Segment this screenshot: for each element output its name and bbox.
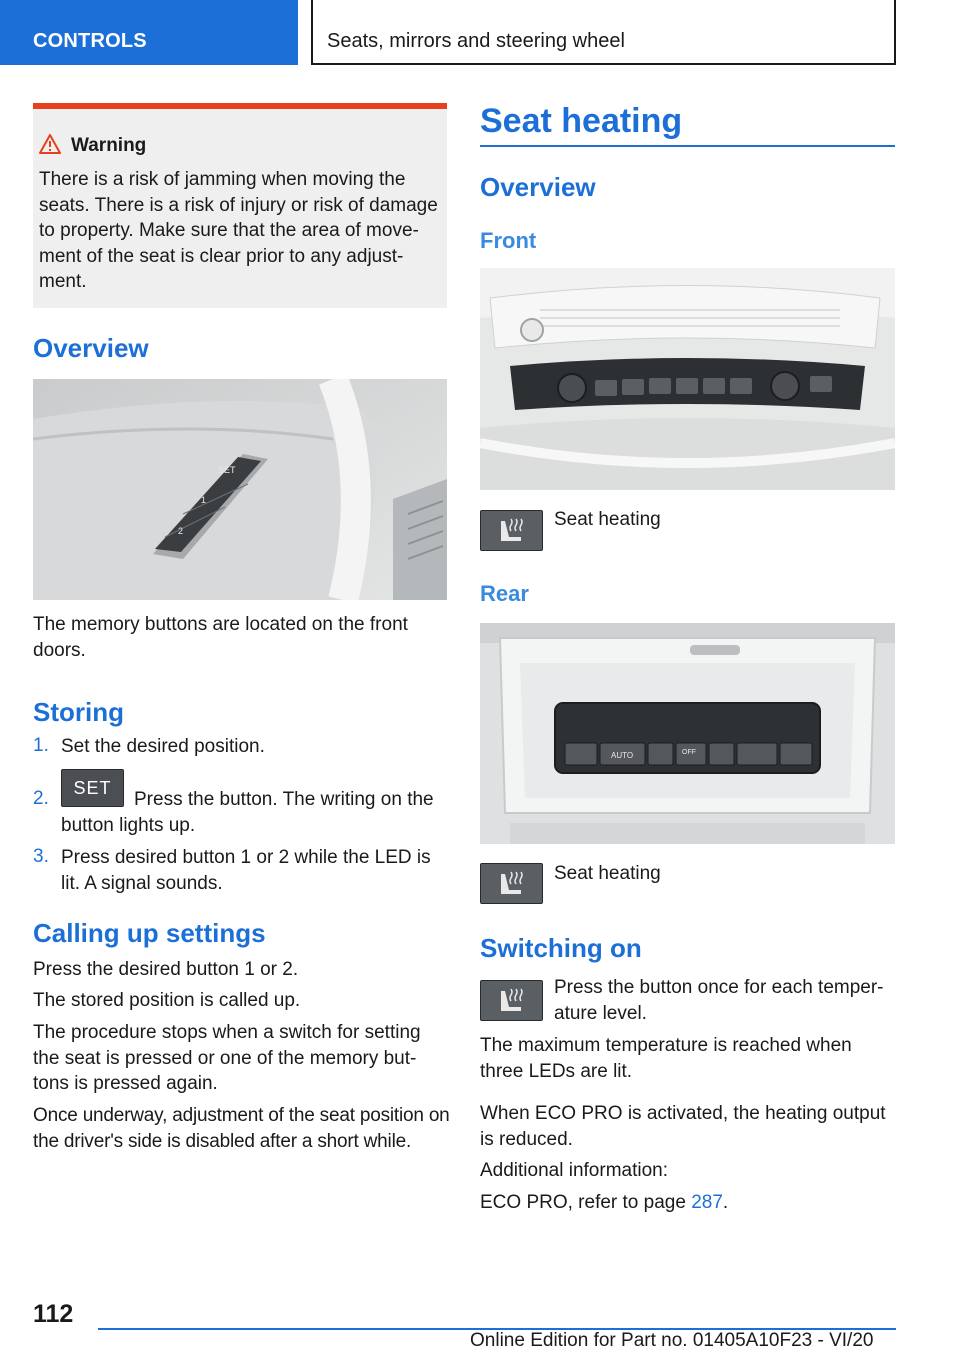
switching-heading: Switching on: [480, 933, 642, 963]
eco-text: When ECO PRO is activated, the heating output is reduced.: [480, 1103, 886, 1150]
warning-box: [33, 103, 447, 308]
page-number: 112: [33, 1300, 74, 1328]
door-button-1-label: 1: [201, 495, 207, 505]
warning-triangle-icon: [39, 134, 61, 154]
seat-heating-button-icon-front: [480, 510, 543, 551]
overview-heading-right: Overview: [480, 172, 596, 202]
title-rule: [480, 145, 895, 147]
calling-paragraph-3: The procedure stops when a switch for setting the seat is pressed or one of the memory but-tons is pressed again.: [33, 1022, 421, 1094]
step-2-number: 2.: [33, 788, 49, 809]
front-caption: Seat heating: [554, 509, 661, 530]
edition-footer: Online Edition for Part no. 01405A10F23 - VI/20: [470, 1330, 874, 1351]
door-button-set-label: SET: [218, 465, 236, 475]
section-tab: [0, 0, 298, 65]
chapter-header: [311, 0, 896, 65]
additional-info: Additional information:: [480, 1160, 668, 1181]
step-1-number: 1.: [33, 735, 49, 756]
seat-heating-title: Seat heating: [480, 102, 683, 140]
switching-text: Press the button once for each temper-ature level.: [554, 977, 884, 1024]
section-label: CONTROLS: [33, 30, 147, 52]
seat-heating-button-icon-switch: [480, 980, 543, 1021]
max-temp-text: The maximum temperature is reached when three LEDs are lit.: [480, 1035, 852, 1082]
calling-paragraph-4: Once underway, adjustment of the seat position on the driver's side is disabled after a short while.: [33, 1105, 450, 1152]
eco-reference-prefix: ECO PRO, refer to page: [480, 1192, 686, 1213]
rear-heading: Rear: [480, 581, 529, 606]
door-button-2-label: 2: [178, 526, 184, 536]
chapter-title: Seats, mirrors and steering wheel: [327, 30, 625, 52]
calling-paragraph-2: The stored position is called up.: [33, 990, 301, 1011]
set-button-icon: SET: [61, 769, 124, 807]
step-3-number: 3.: [33, 846, 49, 867]
front-console-image: [480, 268, 895, 490]
rear-panel-auto-label: AUTO: [611, 751, 634, 760]
step-2-text: Press the button. The writing on the button lights up.: [61, 789, 434, 836]
rear-caption: Seat heating: [554, 863, 661, 884]
door-memory-buttons-image: [33, 379, 447, 600]
seat-heating-button-icon-rear: [480, 863, 543, 904]
page-287-link[interactable]: 287: [691, 1192, 723, 1213]
calling-paragraph-1: Press the desired button 1 or 2.: [33, 959, 299, 980]
warning-title-text: Warning: [71, 135, 147, 156]
storing-heading: Storing: [33, 697, 124, 727]
rear-console-image: [480, 623, 895, 844]
rear-panel-off-label: OFF: [682, 749, 696, 756]
eco-reference: [480, 1190, 895, 1216]
warning-title: [39, 134, 146, 157]
step-1-text: Set the desired position.: [61, 736, 265, 757]
eco-reference-suffix: .: [722, 1192, 729, 1213]
overview-heading-left: Overview: [33, 333, 149, 363]
overview-caption-left: The memory buttons are located on the front doors.: [33, 614, 408, 661]
calling-heading: Calling up settings: [33, 918, 266, 948]
warning-text: There is a risk of jamming when moving the seats. There is a risk of injury or risk of damage to property. Make sure that the area of move-ment of the seat is clear prior to any adjust-ment.: [39, 169, 438, 292]
front-heading: Front: [480, 228, 537, 253]
step-3-text: Press desired button 1 or 2 while the LED is lit. A signal sounds.: [61, 847, 431, 894]
